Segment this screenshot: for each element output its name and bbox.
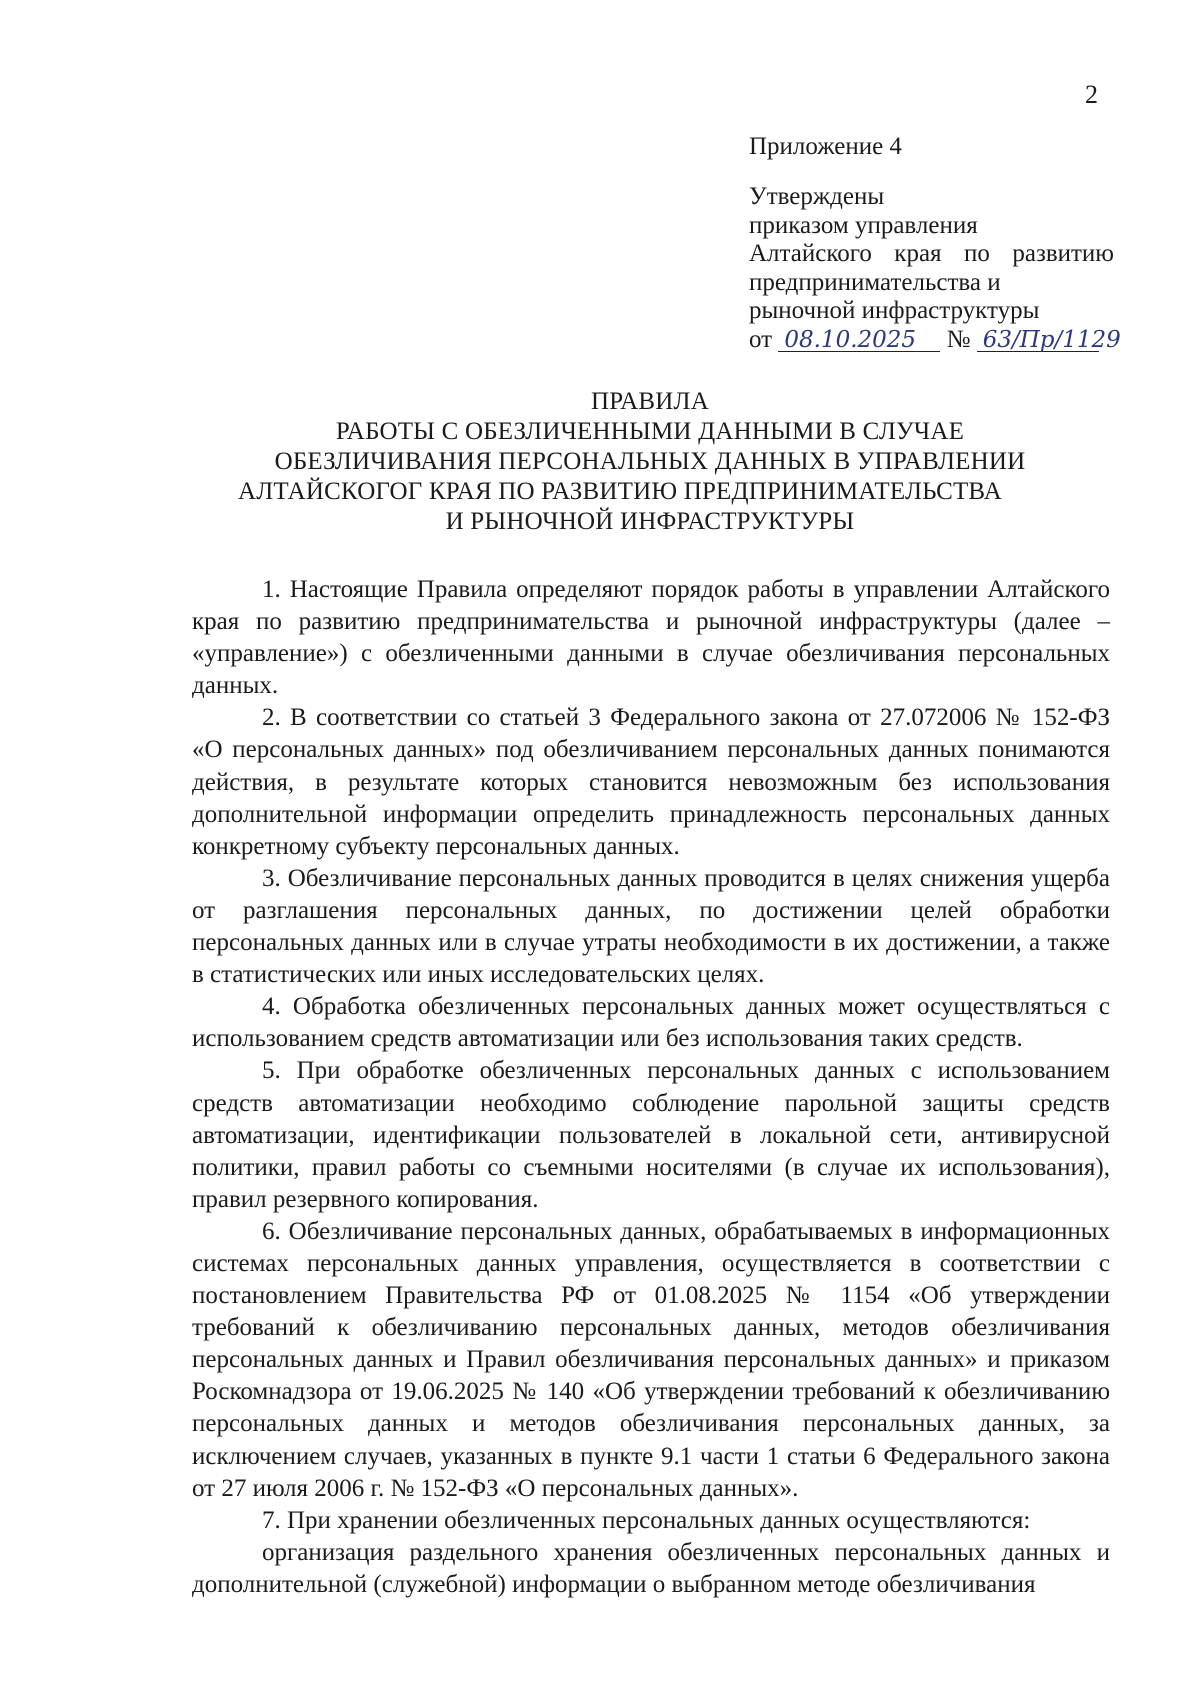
date-prefix: от	[749, 325, 773, 353]
title-line: ПРАВИЛА	[591, 388, 709, 415]
approval-word: по	[964, 240, 990, 267]
title-line: ОБЕЗЛИЧИВАНИЯ ПЕРСОНАЛЬНЫХ ДАННЫХ В УПРАВЛЕНИИ	[274, 448, 1026, 475]
approval-date-line	[749, 325, 1121, 355]
title-line: РАБОТЫ С ОБЕЗЛИЧЕННЫМИ ДАННЫМИ В СЛУЧАЕ	[335, 418, 965, 445]
paragraph: организация раздельного хранения обезличенных персональных данных и дополнительной (служебной) информации о выбранном методе обезличивания	[192, 1538, 1110, 1598]
title-line: АЛТАЙСКОГОГ КРАЯ ПО РАЗВИТИЮ ПРЕДПРИНИМАТЕЛЬСТВА	[238, 478, 1002, 505]
paragraph: 2. В соответствии со статьей 3 Федерального закона от 27.072006 № 152-ФЗ «О персональных данных» под обезличиванием персональных данных понимаются действия, в результате которых становится невозможным без использования дополнительной информации определить принадлежность персональных данных конкретному субъекту персональных данных.	[192, 704, 1110, 860]
approval-line: рыночной инфраструктуры	[749, 297, 1040, 324]
handwritten-number: 63/Пр/1129	[977, 329, 1099, 352]
approval-line	[749, 240, 1114, 269]
approval-line: Утверждены	[749, 183, 885, 210]
page-number: 2	[1085, 80, 1098, 109]
paragraph: 4. Обработка обезличенных персональных данных может осуществляться с использованием средств автоматизации или без использования таких средств.	[192, 993, 1110, 1053]
approval-word: Алтайского	[749, 240, 872, 267]
approval-word: развитию	[1012, 240, 1114, 267]
paragraph: 6. Обезличивание персональных данных, обрабатываемых в информационных системах персональных данных управления, осуществляется в соответствии с постановлением Правительства РФ от 01.08.2025 № 1154 «Об утверждении требований к обезличиванию персональных данных, методов обезличивания персональных данных и Правил обезличивания персональных данных» и приказом Роскомнадзора от 19.06.2025 № 140 «Об утверждении требований к обезличиванию персональных данных и методов обезличивания персональных данных, за исключением случаев, указанных в пункте 9.1 части 1 статьи 6 Федерального закона от 27 июля 2006 г. № 152-ФЗ «О персональных данных».	[192, 1217, 1110, 1502]
paragraph: 3. Обезличивание персональных данных проводится в целях снижения ущерба от разглашения персональных данных, по достижении целей обработки персональных данных или в случае утраты необходимости в их достижении, а также в статистических или иных исследовательских целях.	[192, 864, 1110, 989]
title-line: И РЫНОЧНОЙ ИНФРАСТРУКТУРЫ	[445, 508, 855, 535]
document-body	[192, 574, 1110, 1601]
document-title	[190, 387, 1110, 537]
paragraph: 5. При обработке обезличенных персональных данных с использованием средств автоматизации необходимо соблюдение парольной защиты средств автоматизации, идентификации пользователей в локальной сети, антивирусной политики, правил работы со съемными носителями (в случае их использования), правил резервного копирования.	[192, 1057, 1110, 1213]
approval-block	[749, 183, 1121, 354]
handwritten-date: 08.10.2025	[778, 329, 940, 352]
number-prefix: №	[946, 325, 971, 353]
approval-line: предпринимательства и	[749, 268, 1001, 296]
paragraph: 1. Настоящие Правила определяют порядок работы в управлении Алтайского края по развитию предпринимательства и рыночной инфраструктуры (далее – «управление») с обезличенными данными в случае обезличивания персональных данных.	[192, 576, 1110, 700]
appendix-label: Приложение 4	[749, 133, 902, 160]
approval-word: края	[894, 240, 942, 267]
approval-line: приказом управления	[749, 211, 978, 239]
paragraph: 7. При хранении обезличенных персональных данных осуществляются:	[262, 1506, 1031, 1534]
